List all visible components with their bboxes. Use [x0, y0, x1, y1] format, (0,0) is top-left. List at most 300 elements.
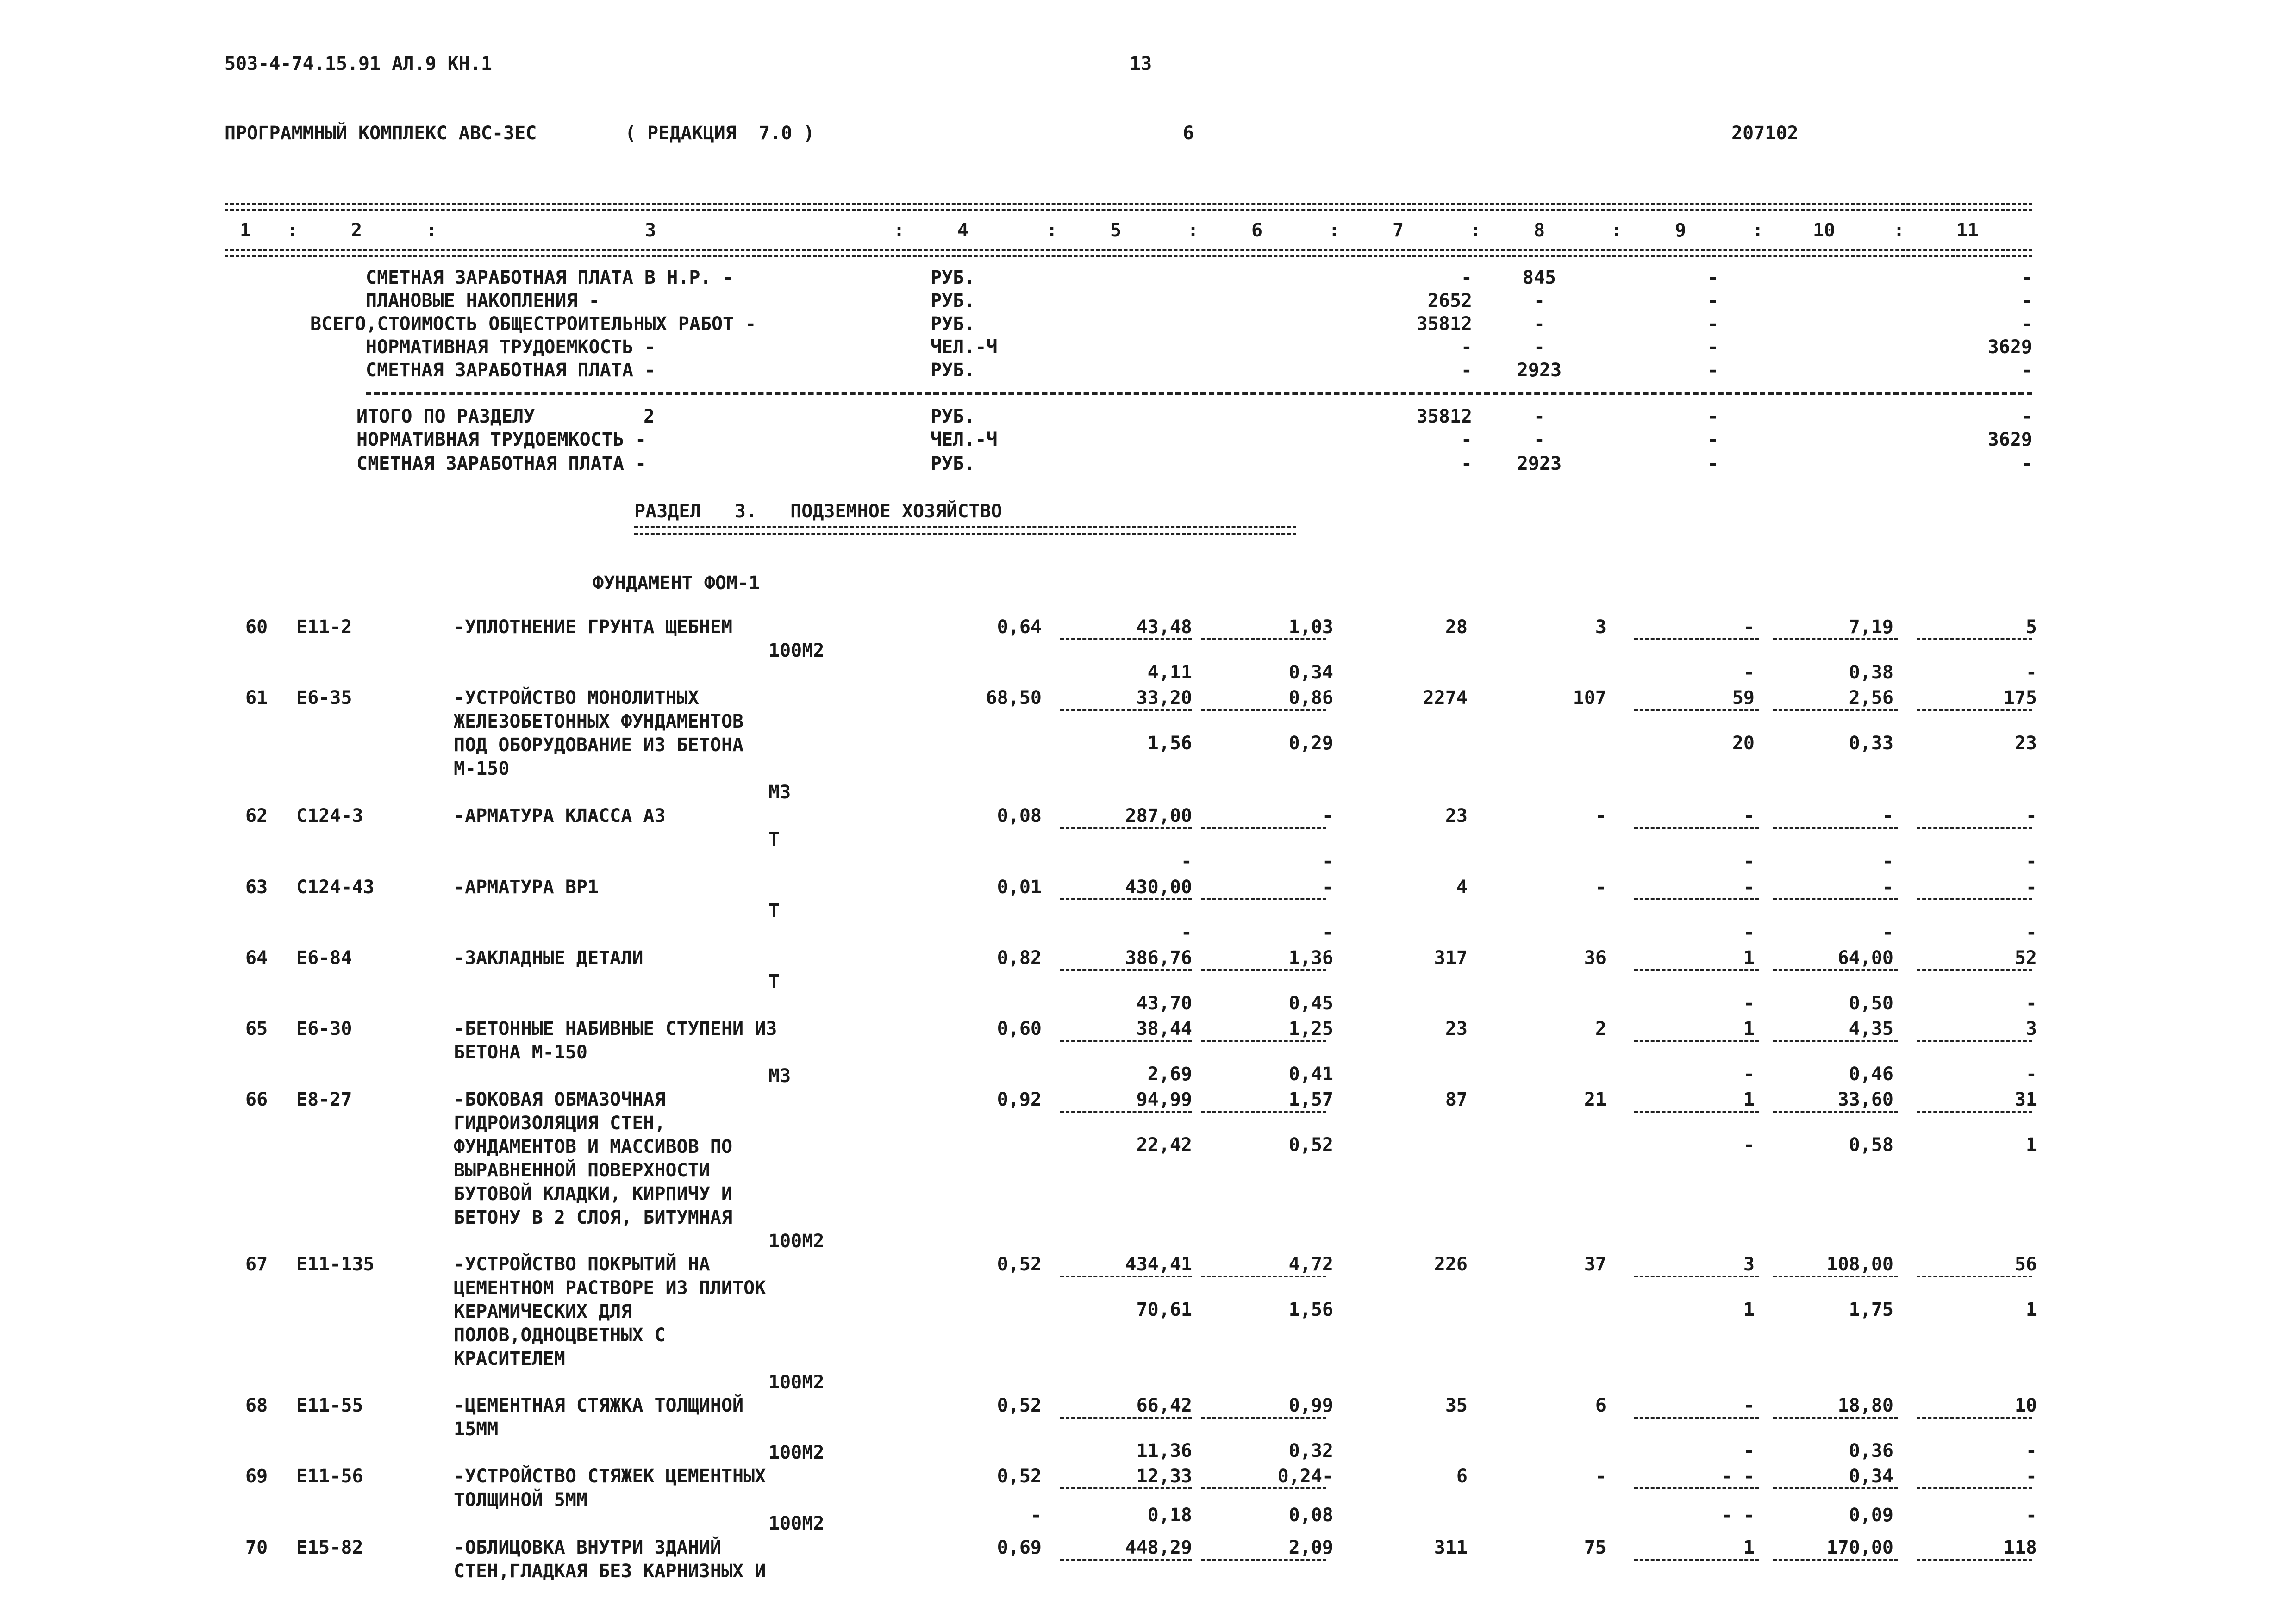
item-c9-secondary: - [1743, 1064, 1755, 1085]
table-top-rule [225, 203, 2032, 211]
summary-unit: ЧЕЛ.-Ч [931, 336, 998, 358]
value-rule [1634, 638, 1759, 640]
item-description-line: КЕРАМИЧЕСКИХ ДЛЯ [454, 1301, 632, 1322]
summary-col9: - [1707, 313, 1719, 335]
value-rule [1060, 709, 1192, 711]
column-separator: : [1893, 220, 1905, 241]
summary-label: ПЛАНОВЫЕ НАКОПЛЕНИЯ - [366, 290, 600, 311]
item-c9-secondary: 1 [1743, 1299, 1755, 1320]
item-number: 60 [245, 616, 268, 638]
item-unit: М3 [768, 782, 791, 803]
item-c11: 10 [2014, 1395, 2037, 1416]
value-rule [1060, 1111, 1192, 1113]
item-c6-secondary: 0,52 [1288, 1134, 1333, 1156]
item-code: С124-43 [296, 877, 375, 898]
value-rule [1201, 1276, 1326, 1277]
total-col9: - [1707, 453, 1719, 474]
item-c6-secondary: - [1322, 922, 1333, 943]
item-unit: М3 [768, 1065, 791, 1087]
value-rule [1917, 1276, 2032, 1277]
item-c5: 434,41 [1125, 1254, 1192, 1275]
item-c6: 1,57 [1288, 1089, 1333, 1110]
item-description-line: ТОЛЩИНОЙ 5ММ [454, 1489, 587, 1511]
item-c10: 33,60 [1837, 1089, 1893, 1110]
value-rule [1634, 1040, 1759, 1042]
value-rule [1060, 1559, 1192, 1561]
item-c6: 1,03 [1288, 616, 1333, 638]
item-c4: 68,50 [986, 687, 1042, 709]
item-description-line: -УСТРОЙСТВО СТЯЖЕК ЦЕМЕНТНЫХ [454, 1466, 766, 1487]
item-c10-secondary: 0,36 [1849, 1440, 1893, 1462]
column-separator: : [893, 220, 905, 241]
total-col8: 2923 [1517, 453, 1562, 474]
total-col8: - [1533, 406, 1545, 427]
item-c7: 23 [1445, 1018, 1468, 1039]
item-description-line: БЕТОНА М-150 [454, 1042, 587, 1063]
item-c11: 52 [2014, 947, 2037, 969]
value-rule [1634, 709, 1759, 711]
item-c7: 23 [1445, 805, 1468, 827]
value-rule [1634, 1417, 1759, 1419]
item-c4: 0,60 [997, 1018, 1042, 1039]
item-c10-secondary: 0,58 [1849, 1134, 1893, 1156]
value-rule [1917, 1559, 2032, 1561]
column-number-1: 1 [239, 220, 251, 241]
item-c11: - [2025, 1466, 2037, 1487]
item-c10: - [1882, 805, 1893, 827]
item-unit: Т [768, 900, 780, 921]
column-number-4: 4 [957, 220, 969, 241]
value-rule [1634, 1276, 1759, 1277]
item-c10-secondary: 0,46 [1849, 1064, 1893, 1085]
value-rule [1917, 1487, 2032, 1489]
item-description-line: СТЕН,ГЛАДКАЯ БЕЗ КАРНИЗНЫХ И [454, 1561, 766, 1582]
value-rule [1917, 827, 2032, 829]
total-col7: 35812 [1416, 406, 1472, 427]
item-c7: 226 [1434, 1254, 1468, 1275]
item-c11: 3 [2025, 1018, 2037, 1039]
summary-unit: РУБ. [931, 267, 975, 288]
item-c5: 33,20 [1136, 687, 1192, 709]
item-description-line: -ЗАКЛАДНЫЕ ДЕТАЛИ [454, 947, 643, 969]
summary-label: НОРМАТИВНАЯ ТРУДОЕМКОСТЬ - [366, 336, 656, 358]
summary-unit: РУБ. [931, 313, 975, 335]
item-c8: - [1595, 1466, 1606, 1487]
column-separator: : [1611, 220, 1623, 241]
column-number-9: 9 [1674, 220, 1687, 241]
value-rule [1917, 969, 2032, 971]
item-c10: 4,35 [1849, 1018, 1893, 1039]
item-c10: 0,34 [1849, 1466, 1893, 1487]
item-c9: - [1743, 616, 1755, 638]
item-c7: 317 [1434, 947, 1468, 969]
item-number: 67 [245, 1254, 268, 1275]
item-c5: 94,99 [1136, 1089, 1192, 1110]
value-rule [1201, 1487, 1326, 1489]
total-unit: РУБ. [931, 453, 975, 474]
value-rule [1060, 969, 1192, 971]
value-rule [1201, 969, 1326, 971]
item-c6-prior: 0,08 [1288, 1505, 1333, 1526]
item-c7: 311 [1434, 1537, 1468, 1558]
item-c5-secondary: 4,11 [1147, 662, 1192, 683]
item-unit: 100М2 [768, 1372, 825, 1393]
total-unit: РУБ. [931, 406, 975, 427]
summary-label: СМЕТНАЯ ЗАРАБОТНАЯ ПЛАТА В Н.Р. - [366, 267, 734, 288]
item-c8: - [1595, 805, 1606, 827]
item-c6: 1,36 [1288, 947, 1333, 969]
item-c7: 6 [1456, 1466, 1468, 1487]
total-label: ИТОГО ПО РАЗДЕЛУ [356, 406, 535, 427]
item-c8: 107 [1573, 687, 1606, 709]
item-c4: 0,08 [997, 805, 1042, 827]
subsection-title: ФУНДАМЕНТ ФОМ-1 [593, 572, 760, 594]
item-c5: 38,44 [1136, 1018, 1192, 1039]
total-col7: - [1461, 429, 1472, 450]
total-label: НОРМАТИВНАЯ ТРУДОЕМКОСТЬ - [356, 429, 647, 450]
item-number: 68 [245, 1395, 268, 1416]
program-edition: ( РЕДАКЦИЯ 7.0 ) [625, 123, 815, 144]
item-c11-secondary: - [2025, 1064, 2037, 1085]
item-description-line: -БЕТОННЫЕ НАБИВНЫЕ СТУПЕНИ ИЗ [454, 1018, 777, 1039]
item-number: 66 [245, 1089, 268, 1110]
value-rule [1201, 638, 1326, 640]
value-rule [1201, 1111, 1326, 1113]
item-c10-secondary: - [1882, 851, 1893, 872]
item-c6-secondary: 0,29 [1288, 733, 1333, 754]
value-rule [1201, 1040, 1326, 1042]
item-c10: 2,56 [1849, 687, 1893, 709]
item-c9: - [1743, 805, 1755, 827]
item-c6: - [1322, 805, 1333, 827]
item-number: 64 [245, 947, 268, 969]
column-number-6: 6 [1251, 220, 1263, 241]
summary-col9: - [1707, 336, 1719, 358]
total-col9: - [1707, 429, 1719, 450]
item-c6-secondary: - [1322, 851, 1333, 872]
item-c11-secondary: - [2025, 851, 2037, 872]
item-c11-secondary: - [2025, 993, 2037, 1014]
value-rule [1060, 1417, 1192, 1419]
total-unit: ЧЕЛ.-Ч [931, 429, 998, 450]
item-c4: 0,92 [997, 1089, 1042, 1110]
item-c11-secondary: 1 [2025, 1134, 2037, 1156]
item-c6-secondary: 0,41 [1288, 1064, 1333, 1085]
item-c5-secondary: - [1181, 922, 1192, 943]
item-number: 61 [245, 687, 268, 709]
value-rule [1060, 638, 1192, 640]
value-rule [1773, 1276, 1898, 1277]
value-rule [1634, 1487, 1759, 1489]
item-c4: 0,69 [997, 1537, 1042, 1558]
program-title: ПРОГРАММНЫЙ КОМПЛЕКС АВС-3ЕС [225, 123, 537, 144]
summary-col9: - [1707, 360, 1719, 381]
item-code: Е8-27 [296, 1089, 352, 1110]
summary-col8: - [1533, 313, 1545, 335]
item-c11-secondary: 1 [2025, 1299, 2037, 1320]
item-c7: 2274 [1423, 687, 1468, 709]
value-rule [1773, 638, 1898, 640]
item-code: Е11-135 [296, 1254, 375, 1275]
item-c11-secondary: 23 [2014, 733, 2037, 754]
item-description-line: ГИДРОИЗОЛЯЦИЯ СТЕН, [454, 1113, 666, 1134]
column-separator: : [1470, 220, 1481, 241]
item-description-line: -АРМАТУРА ВР1 [454, 877, 599, 898]
value-rule [1773, 1417, 1898, 1419]
total-label: СМЕТНАЯ ЗАРАБОТНАЯ ПЛАТА - [356, 453, 647, 474]
item-c4: 0,01 [997, 877, 1042, 898]
item-c6-secondary: 1,56 [1288, 1299, 1333, 1320]
item-c9-secondary: - [1743, 1134, 1755, 1156]
item-c6-secondary: 0,34 [1288, 662, 1333, 683]
item-c5: 287,00 [1125, 805, 1192, 827]
value-rule [1060, 1276, 1192, 1277]
item-description-line: -АРМАТУРА КЛАССА А3 [454, 805, 666, 827]
total-col11: 3629 [1987, 429, 2032, 450]
item-c11: 118 [2003, 1537, 2037, 1558]
item-code: Е11-56 [296, 1466, 363, 1487]
value-rule [1060, 1040, 1192, 1042]
item-description-line: БУТОВОЙ КЛАДКИ, КИРПИЧУ И [454, 1183, 733, 1205]
item-c4: 0,64 [997, 616, 1042, 638]
value-rule [1634, 898, 1759, 900]
item-description-line: БЕТОНУ В 2 СЛОЯ, БИТУМНАЯ [454, 1207, 733, 1228]
item-c10: 7,19 [1849, 616, 1893, 638]
item-c9: 1 [1743, 947, 1755, 969]
item-c5: 430,00 [1125, 877, 1192, 898]
value-rule [1917, 638, 2032, 640]
value-rule [1917, 1111, 2032, 1113]
total-col9: - [1707, 406, 1719, 427]
item-c8: - [1595, 877, 1606, 898]
summary-col11: 3629 [1987, 336, 2032, 358]
item-c5-secondary: 22,42 [1136, 1134, 1192, 1156]
value-rule [1634, 969, 1759, 971]
item-code: Е6-84 [296, 947, 352, 969]
item-c6-secondary: 0,32 [1288, 1440, 1333, 1462]
item-c11-secondary: - [2025, 662, 2037, 683]
summary-col7: - [1461, 336, 1472, 358]
item-c4: 0,52 [997, 1395, 1042, 1416]
item-c5-secondary: 43,70 [1136, 993, 1192, 1014]
column-separator: : [1187, 220, 1199, 241]
item-c11: 5 [2025, 616, 2037, 638]
value-rule [1634, 1559, 1759, 1561]
item-c5-secondary: 1,56 [1147, 733, 1192, 754]
item-c4-prior: - [1030, 1505, 1042, 1526]
item-c5: 386,76 [1125, 947, 1192, 969]
item-c11-secondary: - [2025, 922, 2037, 943]
item-c11: 175 [2003, 687, 2037, 709]
item-code: Е11-2 [296, 616, 352, 638]
item-c11-secondary: - [2025, 1440, 2037, 1462]
column-number-7: 7 [1392, 220, 1404, 241]
item-c5: 12,33 [1136, 1466, 1192, 1487]
total-col11: - [2021, 406, 2032, 427]
value-rule [1773, 898, 1898, 900]
summary-col7: 35812 [1416, 313, 1472, 335]
item-c8: 2 [1595, 1018, 1606, 1039]
item-code: Е6-35 [296, 687, 352, 709]
value-rule [1060, 898, 1192, 900]
value-rule [1773, 1487, 1898, 1489]
item-c6: - [1322, 877, 1333, 898]
item-unit: 100М2 [768, 1513, 825, 1534]
value-rule [1634, 827, 1759, 829]
total-col7: - [1461, 453, 1472, 474]
column-number-11: 11 [1956, 220, 1979, 241]
item-c7: 35 [1445, 1395, 1468, 1416]
item-c10-prior: 0,09 [1849, 1505, 1893, 1526]
item-c11: 56 [2014, 1254, 2037, 1275]
item-c5-secondary: 2,69 [1147, 1064, 1192, 1085]
page-number: 13 [1130, 53, 1152, 75]
item-c7: 4 [1456, 877, 1468, 898]
item-c10: 108,00 [1826, 1254, 1893, 1275]
item-c9-secondary: - [1743, 662, 1755, 683]
value-rule [1201, 1417, 1326, 1419]
value-rule [1773, 827, 1898, 829]
value-rule [1773, 1111, 1898, 1113]
item-c6: 4,72 [1288, 1254, 1333, 1275]
summary-col9: - [1707, 267, 1719, 288]
item-code: Е15-82 [296, 1537, 363, 1558]
item-description-line: М-150 [454, 758, 510, 779]
item-c8: 3 [1595, 616, 1606, 638]
item-description-line: -УСТРОЙСТВО МОНОЛИТНЫХ [454, 687, 699, 709]
item-c5-secondary: 70,61 [1136, 1299, 1192, 1320]
item-number: 62 [245, 805, 268, 827]
item-c9-secondary: - [1743, 922, 1755, 943]
table-header-rule [225, 249, 2032, 257]
item-c9: - - [1721, 1466, 1755, 1487]
item-c9: - [1743, 1395, 1755, 1416]
item-c9-secondary: 20 [1732, 733, 1755, 754]
item-c9: 1 [1743, 1089, 1755, 1110]
summary-col8: 2923 [1517, 360, 1562, 381]
summary-unit: РУБ. [931, 290, 975, 311]
item-c9-prior: - - [1721, 1505, 1755, 1526]
item-c8: 75 [1584, 1537, 1606, 1558]
value-rule [1060, 827, 1192, 829]
item-c7: 87 [1445, 1089, 1468, 1110]
document-code: 503-4-74.15.91 АЛ.9 КН.1 [225, 53, 492, 75]
summary-label: СМЕТНАЯ ЗАРАБОТНАЯ ПЛАТА - [366, 360, 656, 381]
column-separator: : [287, 220, 299, 241]
value-rule [1773, 1040, 1898, 1042]
total-col11: - [2021, 453, 2032, 474]
item-c9-secondary: - [1743, 851, 1755, 872]
summary-col8: - [1533, 336, 1545, 358]
item-c9-secondary: - [1743, 1440, 1755, 1462]
item-c4: 0,82 [997, 947, 1042, 969]
value-rule [1773, 969, 1898, 971]
item-c7: 28 [1445, 616, 1468, 638]
item-description-line: ЖЕЛЕЗОБЕТОННЫХ ФУНДАМЕНТОВ [454, 711, 744, 732]
item-code: Е6-30 [296, 1018, 352, 1039]
item-c11: 31 [2014, 1089, 2037, 1110]
item-c9: 1 [1743, 1537, 1755, 1558]
column-separator: : [1329, 220, 1340, 241]
column-number-3: 3 [644, 220, 656, 241]
item-c9: 1 [1743, 1018, 1755, 1039]
column-separator: : [1752, 220, 1764, 241]
summary-divider [366, 392, 2032, 395]
item-number: 70 [245, 1537, 268, 1558]
item-unit: Т [768, 971, 780, 992]
item-description-line: ЦЕМЕНТНОМ РАСТВОРЕ ИЗ ПЛИТОК [454, 1277, 766, 1299]
item-c11-prior: - [2025, 1505, 2037, 1526]
value-rule [1773, 709, 1898, 711]
summary-col11: - [2021, 267, 2032, 288]
item-c5: 66,42 [1136, 1395, 1192, 1416]
item-c5: 448,29 [1125, 1537, 1192, 1558]
summary-label: ВСЕГО,СТОИМОСТЬ ОБЩЕСТРОИТЕЛЬНЫХ РАБОТ - [310, 313, 756, 335]
item-c6: 0,24- [1277, 1466, 1333, 1487]
item-unit: 100М2 [768, 640, 825, 661]
value-rule [1773, 1559, 1898, 1561]
item-c5-secondary: 11,36 [1136, 1440, 1192, 1462]
item-c9: 59 [1732, 687, 1755, 709]
summary-col11: - [2021, 313, 2032, 335]
item-description-line: 15ММ [454, 1419, 499, 1440]
column-number-8: 8 [1533, 220, 1545, 241]
item-c10-secondary: - [1882, 922, 1893, 943]
item-number: 63 [245, 877, 268, 898]
value-rule [1201, 709, 1326, 711]
item-c8: 6 [1595, 1395, 1606, 1416]
item-c6-secondary: 0,45 [1288, 993, 1333, 1014]
item-c10: 170,00 [1826, 1537, 1893, 1558]
total-col8: - [1533, 429, 1545, 450]
item-c9: - [1743, 877, 1755, 898]
item-c11: - [2025, 877, 2037, 898]
value-rule [1917, 1040, 2032, 1042]
item-c6: 0,86 [1288, 687, 1333, 709]
value-rule [1917, 1417, 2032, 1419]
item-c10: 64,00 [1837, 947, 1893, 969]
item-description-line: ПОД ОБОРУДОВАНИЕ ИЗ БЕТОНА [454, 734, 744, 756]
estimate-code: 207102 [1731, 123, 1799, 144]
item-description-line: -ОБЛИЦОВКА ВНУТРИ ЗДАНИЙ [454, 1537, 721, 1558]
value-rule [1917, 709, 2032, 711]
item-number: 65 [245, 1018, 268, 1039]
item-c5-prior: 0,18 [1147, 1505, 1192, 1526]
item-description-line: -БОКОВАЯ ОБМАЗОЧНАЯ [454, 1089, 666, 1110]
total-number: 2 [643, 406, 655, 427]
item-description-line: КРАСИТЕЛЕМ [454, 1348, 565, 1369]
item-description-line: ВЫРАВНЕННОЙ ПОВЕРХНОСТИ [454, 1160, 710, 1181]
item-c9: 3 [1743, 1254, 1755, 1275]
item-c10: - [1882, 877, 1893, 898]
column-separator: : [1046, 220, 1058, 241]
summary-col7: - [1461, 267, 1472, 288]
item-c9-secondary: - [1743, 993, 1755, 1014]
item-unit: 100М2 [768, 1231, 825, 1252]
item-number: 69 [245, 1466, 268, 1487]
item-c8: 21 [1584, 1089, 1606, 1110]
column-number-5: 5 [1110, 220, 1122, 241]
item-description-line: ПОЛОВ,ОДНОЦВЕТНЫХ С [454, 1325, 666, 1346]
item-c6: 2,09 [1288, 1537, 1333, 1558]
value-rule [1634, 1111, 1759, 1113]
summary-col8: - [1533, 290, 1545, 311]
summary-unit: РУБ. [931, 360, 975, 381]
item-code: С124-3 [296, 805, 363, 827]
item-c10-secondary: 1,75 [1849, 1299, 1893, 1320]
value-rule [1201, 1559, 1326, 1561]
item-c10: 18,80 [1837, 1395, 1893, 1416]
